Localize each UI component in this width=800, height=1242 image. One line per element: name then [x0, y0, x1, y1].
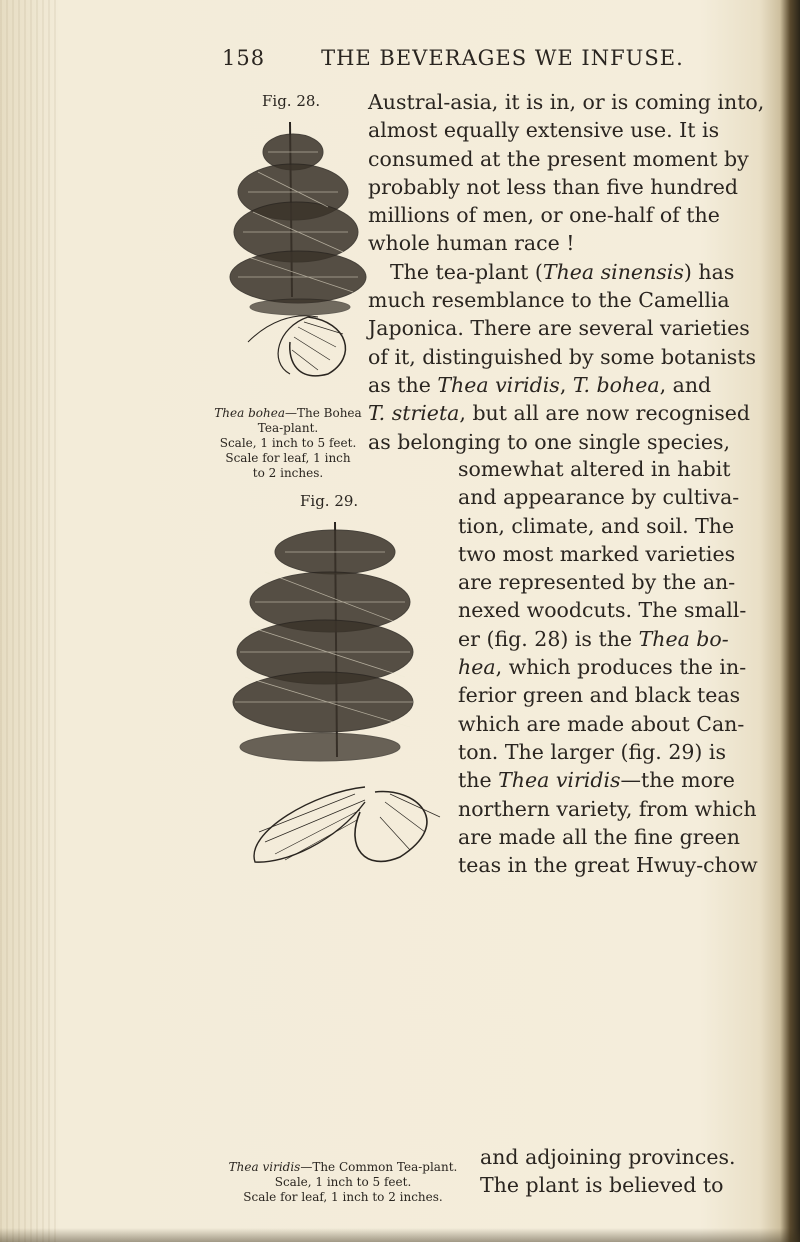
- text-line: as belonging to one single species,: [368, 429, 731, 454]
- body-text-lower: [458, 455, 758, 879]
- text-line: er (fig. 28) is the Thea bo-: [458, 626, 729, 651]
- text-line: ferior green and black teas: [458, 683, 741, 708]
- fig-29-caption-text: —The Common Tea-plant.: [300, 1160, 458, 1174]
- text-line: probably not less than five hundred: [368, 174, 739, 199]
- fig-29-caption-species: Thea viridis: [228, 1160, 301, 1174]
- fig-29-viridis-woodcut: [225, 512, 465, 872]
- fig-29-leaf-scale: Scale for leaf, 1 inch to 2 inches.: [243, 1190, 443, 1204]
- text-line: as the Thea viridis, T. bohea, and: [368, 372, 712, 397]
- text-line: Japonica. There are several varieties: [368, 316, 750, 341]
- text-line: whole human race !: [368, 231, 575, 256]
- text-line: consumed at the present moment by: [368, 146, 749, 171]
- body-text-bottom: [480, 1143, 736, 1200]
- text-line: somewhat altered in habit: [458, 457, 731, 481]
- text-line: T. strieta, but all are now recognised: [368, 401, 751, 426]
- text-line: two most marked varieties: [458, 541, 736, 566]
- running-header: [222, 46, 684, 70]
- fig-28-caption: [208, 406, 368, 481]
- text-line: much resemblance to the Camellia: [368, 288, 730, 313]
- fig-28-bohea-woodcut: [218, 112, 368, 382]
- text-line: The tea-plant (Thea sinensis) has: [390, 259, 735, 284]
- fig-28-leaf-scale-cont: to 2 inches.: [252, 466, 324, 480]
- fig-28-caption-species: Thea bohea: [214, 406, 285, 420]
- fig-28-label: Fig. 28.: [262, 92, 321, 110]
- text-line: almost equally extensive use. It is: [368, 118, 720, 143]
- running-title: THE BEVERAGES WE INFUSE.: [321, 46, 684, 70]
- text-line: teas in the great Hwuy-chow: [458, 853, 758, 878]
- fig-29-caption: [208, 1160, 478, 1205]
- body-text-upper: [368, 88, 764, 456]
- text-line: The plant is believed to: [480, 1173, 724, 1198]
- text-line: are made all the fine green: [458, 824, 740, 849]
- text-line: are represented by the an-: [458, 570, 736, 595]
- text-line: and adjoining provinces.: [480, 1145, 736, 1169]
- text-line: millions of men, or one-half of the: [368, 203, 720, 228]
- text-line: the Thea viridis—the more: [458, 768, 735, 793]
- fig-28-scale: Scale, 1 inch to 5 feet.: [219, 436, 357, 450]
- text-line: Austral-asia, it is in, or is coming into,: [368, 90, 765, 114]
- fig-29-scale: Scale, 1 inch to 5 feet.: [274, 1175, 412, 1189]
- text-line: ton. The larger (fig. 29) is: [458, 739, 726, 764]
- text-line: of it, distinguished by some botanists: [368, 344, 756, 369]
- text-line: and appearance by cultiva-: [458, 485, 740, 510]
- page-number: 158: [222, 46, 266, 70]
- page-edge-shading: [0, 0, 60, 1242]
- text-line: nexed woodcuts. The small-: [458, 598, 747, 623]
- text-line: northern variety, from which: [458, 796, 757, 821]
- fig-28-caption-text: —The Bohea Tea-plant.: [257, 406, 362, 435]
- text-line: hea, which produces the in-: [458, 655, 747, 680]
- fig-28-leaf-scale: Scale for leaf, 1 inch: [225, 451, 351, 465]
- text-line: tion, climate, and soil. The: [458, 513, 735, 538]
- text-line: which are made about Can-: [458, 711, 745, 736]
- fig-29-label: Fig. 29.: [300, 492, 359, 510]
- page-bottom-shadow: [0, 1228, 800, 1242]
